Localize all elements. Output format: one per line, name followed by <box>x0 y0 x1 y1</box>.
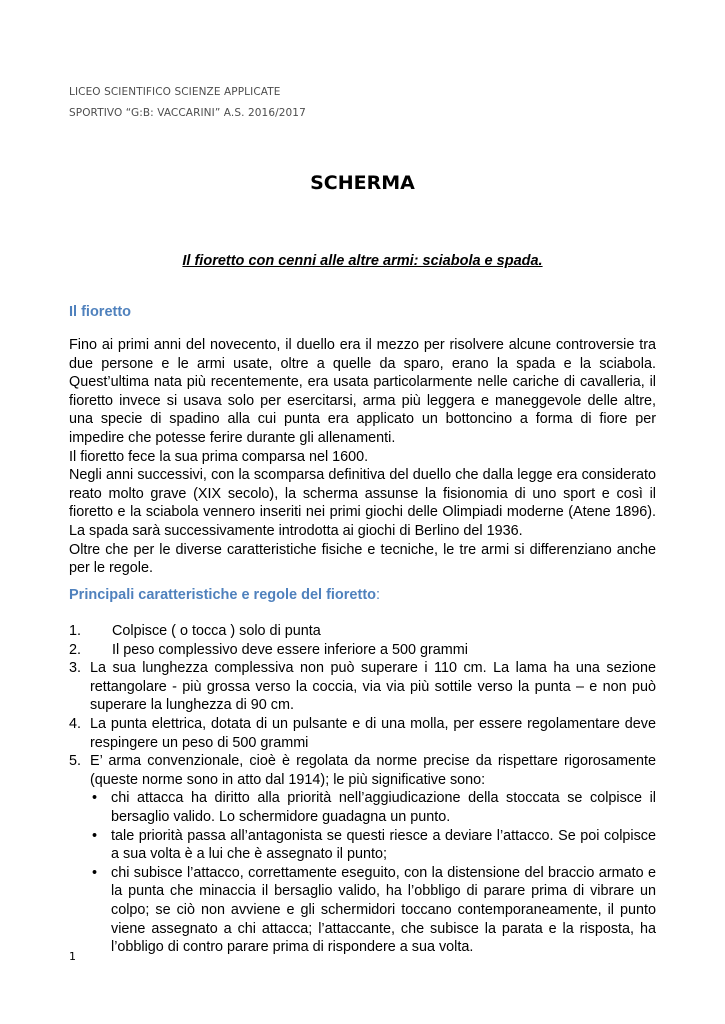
document-title: SCHERMA <box>310 172 415 194</box>
list-item-text: La punta elettrica, dotata di un pulsante e di una molla, per essere regolamentare deve respingere un peso di 500 grammi <box>90 715 656 751</box>
rules-list <box>69 622 656 957</box>
list-item <box>69 715 656 752</box>
document-subtitle: Il fioretto con cenni alle altre armi: sciabola e spada. <box>182 253 543 269</box>
list-item-text: La sua lunghezza complessiva non può superare i 110 cm. La lama ha una sezione rettangolare - più grossa verso la coccia, via via più sottile verso la punta – e non può superare la lunghezza di 90 cm. <box>90 660 656 714</box>
bullet-icon: • <box>92 827 98 844</box>
bullet-item <box>90 789 656 826</box>
page-number: 1 <box>69 950 76 963</box>
list-number: 5. <box>69 753 82 770</box>
section-heading-rules-text: Principali caratteristiche e regole del fioretto <box>69 587 377 603</box>
list-item <box>69 641 656 660</box>
list-number: 4. <box>69 715 82 732</box>
list-item-text: E’ arma convenzionale, cioè è regolata da norme precise da rispettare rigorosamente (queste norme sono in atto dal 1914); le più significative sono: <box>90 753 656 788</box>
intro-body <box>69 336 656 578</box>
list-item <box>69 659 656 715</box>
paragraph: Negli anni successivi, con la scomparsa definitiva del duello che dalla legge era considerato reato molto grave (XIX secolo), la scherma assunse la fisionomia di uno sport e così il fioretto e la sciabola vennero inseriti nei primi giochi delle Olimpiadi moderne (Atene 1896). La spada sarà successivamente introdotta ai giochi di Berlino del 1936. <box>69 467 656 539</box>
paragraph: Il fioretto fece la sua prima comparsa nel 1600. <box>69 448 369 465</box>
bullet-text: chi subisce l’attacco, correttamente eseguito, con la distensione del braccio armato e la punta che minaccia il bersaglio valido, ha l’obbligo di parare prima di vibrare un colpo; se ciò non avviene e gli schermidori toccano contemporaneamente, il punto viene assegnato a chi attacca; l’attaccante, che subisce la parata e la risposta, ha l’obbligo di contro parare prima di rispondere a sua volta. <box>111 864 656 956</box>
list-item-text: Colpisce ( o tocca ) solo di punta <box>112 623 321 639</box>
bullet-item <box>90 827 656 864</box>
section-heading-rules <box>69 587 380 603</box>
list-item <box>69 752 656 789</box>
section-heading-fioretto: Il fioretto <box>69 304 132 320</box>
bullet-text: tale priorità passa all’antagonista se questi riesce a deviare l’attacco. Se poi colpisce a sua volta è a lui che è assegnato il punto; <box>111 827 656 863</box>
list-number: 2. <box>69 641 82 658</box>
bullet-text: chi attacca ha diritto alla priorità nell’aggiudicazione della stoccata se colpisce il bersaglio valido. Lo schermidore guadagna un punto. <box>111 790 656 825</box>
paragraph: Fino ai primi anni del novecento, il duello era il mezzo per risolvere alcune controversie tra due persone e le armi usate, oltre a quelle da sparo, erano la spada e la sciabola. Quest’ultima nata più recentemente, era usata particolarmente nelle cariche di cavalleria, il fioretto invece si usava solo per esercitarsi, arma più leggera e maneggevole delle altre, una specie di spadino alla cui punta era applicato un bottoncino a forma di fiore per impedire che potesse ferire durante gli allenamenti. <box>69 337 656 446</box>
list-item <box>69 622 656 641</box>
list-number: 3. <box>69 660 82 677</box>
bullet-item <box>90 864 656 957</box>
bullet-icon: • <box>92 790 98 807</box>
bullet-icon: • <box>92 864 98 881</box>
list-item-text: Il peso complessivo deve essere inferiore a 500 grammi <box>112 641 468 658</box>
paragraph: Oltre che per le diverse caratteristiche fisiche e tecniche, le tre armi si differenziano anche per le regole. <box>69 541 656 577</box>
school-header-line-1: LICEO SCIENTIFICO SCIENZE APPLICATE <box>69 86 281 98</box>
section-heading-colon: : <box>376 587 381 603</box>
school-header-line-2: SPORTIVO “G:B: VACCARINI” A.S. 2016/2017 <box>69 107 306 119</box>
rules-bullet-list <box>90 789 656 956</box>
list-number: 1. <box>69 623 82 639</box>
